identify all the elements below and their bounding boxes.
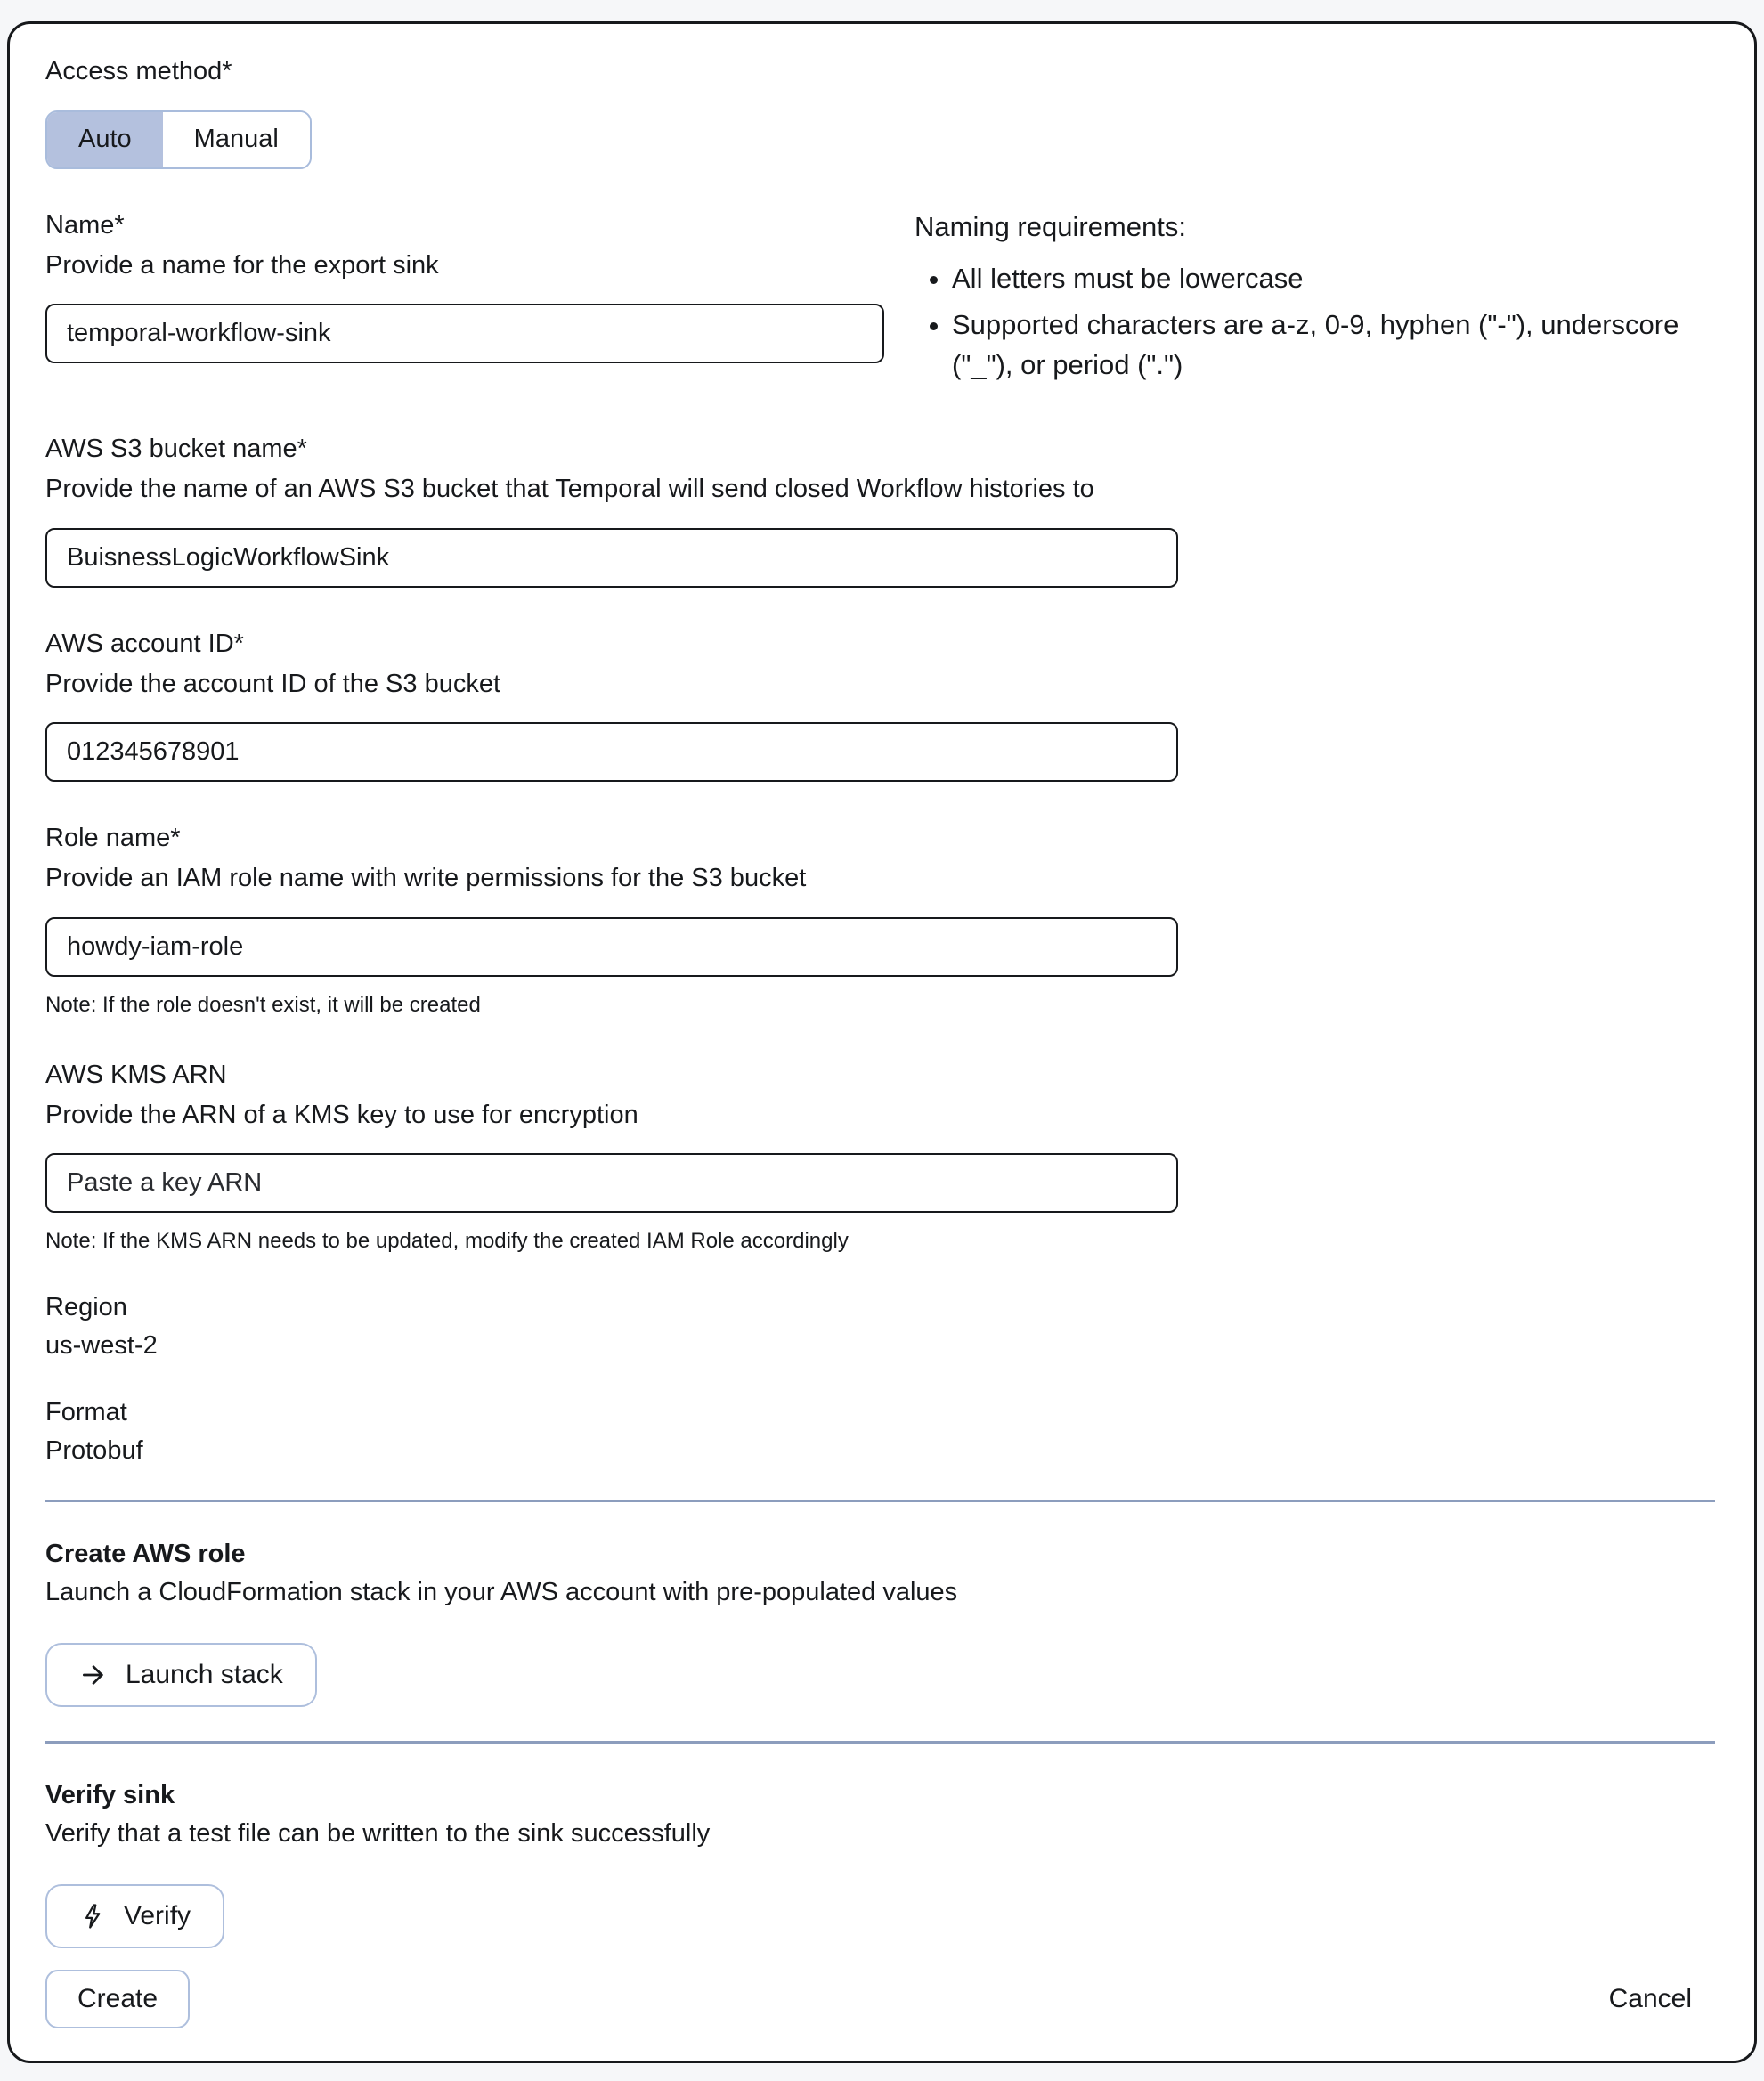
name-field-description: Provide a name for the export sink (45, 250, 439, 280)
region-value: us-west-2 (45, 1330, 158, 1360)
account-id-description: Provide the account ID of the S3 bucket (45, 669, 501, 698)
access-method-option-manual-label: Manual (193, 125, 279, 154)
name-input[interactable] (45, 304, 884, 363)
access-method-group (45, 56, 1715, 169)
access-method-label: Access method* (45, 57, 232, 85)
kms-arn-field-group (45, 1060, 1715, 1256)
name-field-group (45, 210, 884, 363)
kms-arn-input[interactable] (45, 1153, 1178, 1213)
account-id-field-group (45, 629, 1715, 782)
verify-button-label: Verify (124, 1901, 191, 1931)
naming-requirement-item: • All letters must be lowercase (952, 259, 1715, 299)
divider (45, 1741, 1715, 1744)
verify-sink-description: Verify that a test file can be written to the sink successfully (45, 1819, 711, 1849)
create-button[interactable] (45, 1970, 190, 2028)
kms-arn-label: AWS KMS ARN (45, 1061, 227, 1089)
launch-stack-button[interactable] (45, 1643, 317, 1707)
s3-bucket-label: AWS S3 bucket name* (45, 435, 307, 464)
naming-requirement-item: • Supported characters are a-z, 0-9, hyphen ("-"), underscore ("_"), or period (".") (952, 305, 1715, 386)
lightning-icon (79, 1903, 106, 1930)
kms-arn-note: Note: If the KMS ARN needs to be updated, modify the created IAM Role accordingly (45, 1229, 849, 1254)
access-method-toggle (45, 110, 312, 169)
role-name-description: Provide an IAM role name with write permissions for the S3 bucket (45, 864, 807, 893)
verify-sink-title: Verify sink (45, 1780, 175, 1809)
create-button-label: Create (77, 1984, 159, 2014)
format-readonly-group (45, 1398, 1715, 1466)
role-name-label: Role name* (45, 824, 181, 853)
naming-requirements-title: Naming requirements: (915, 210, 1186, 242)
role-name-input[interactable] (45, 917, 1178, 977)
account-id-label: AWS account ID* (45, 629, 244, 658)
region-readonly-group (45, 1293, 1715, 1361)
access-method-option-auto-label: Auto (78, 125, 132, 154)
access-method-option-auto[interactable] (47, 112, 163, 167)
create-aws-role-title: Create AWS role (45, 1539, 246, 1568)
create-aws-role-description: Launch a CloudFormation stack in your AWS account with pre-populated values (45, 1577, 958, 1606)
cancel-button-label: Cancel (1608, 1984, 1692, 2014)
access-method-option-manual[interactable] (163, 112, 310, 167)
region-label: Region (45, 1292, 127, 1321)
arrow-right-icon (79, 1661, 108, 1689)
name-row (45, 210, 1715, 394)
account-id-input[interactable] (45, 722, 1178, 782)
divider (45, 1500, 1715, 1502)
verify-sink-section (45, 1779, 1715, 1948)
s3-bucket-description: Provide the name of an AWS S3 bucket that Temporal will send closed Workflow histories to (45, 475, 1094, 504)
form-footer (45, 1970, 1715, 2028)
launch-stack-button-label: Launch stack (126, 1659, 283, 1689)
cancel-button[interactable] (1609, 1984, 1692, 2014)
role-name-note: Note: If the role doesn't exist, it will be created (45, 992, 481, 1017)
name-field-label: Name* (45, 210, 125, 240)
s3-bucket-input[interactable] (45, 528, 1178, 588)
create-aws-role-section (45, 1538, 1715, 1707)
naming-requirements (884, 210, 1715, 394)
naming-requirements-list (915, 259, 1715, 386)
format-value: Protobuf (45, 1435, 143, 1465)
s3-bucket-field-group (45, 434, 1715, 587)
verify-button[interactable] (45, 1884, 224, 1948)
role-name-field-group (45, 823, 1715, 1019)
export-sink-form-card (7, 21, 1757, 2063)
kms-arn-description: Provide the ARN of a KMS key to use for encryption (45, 1100, 638, 1129)
format-label: Format (45, 1397, 127, 1427)
